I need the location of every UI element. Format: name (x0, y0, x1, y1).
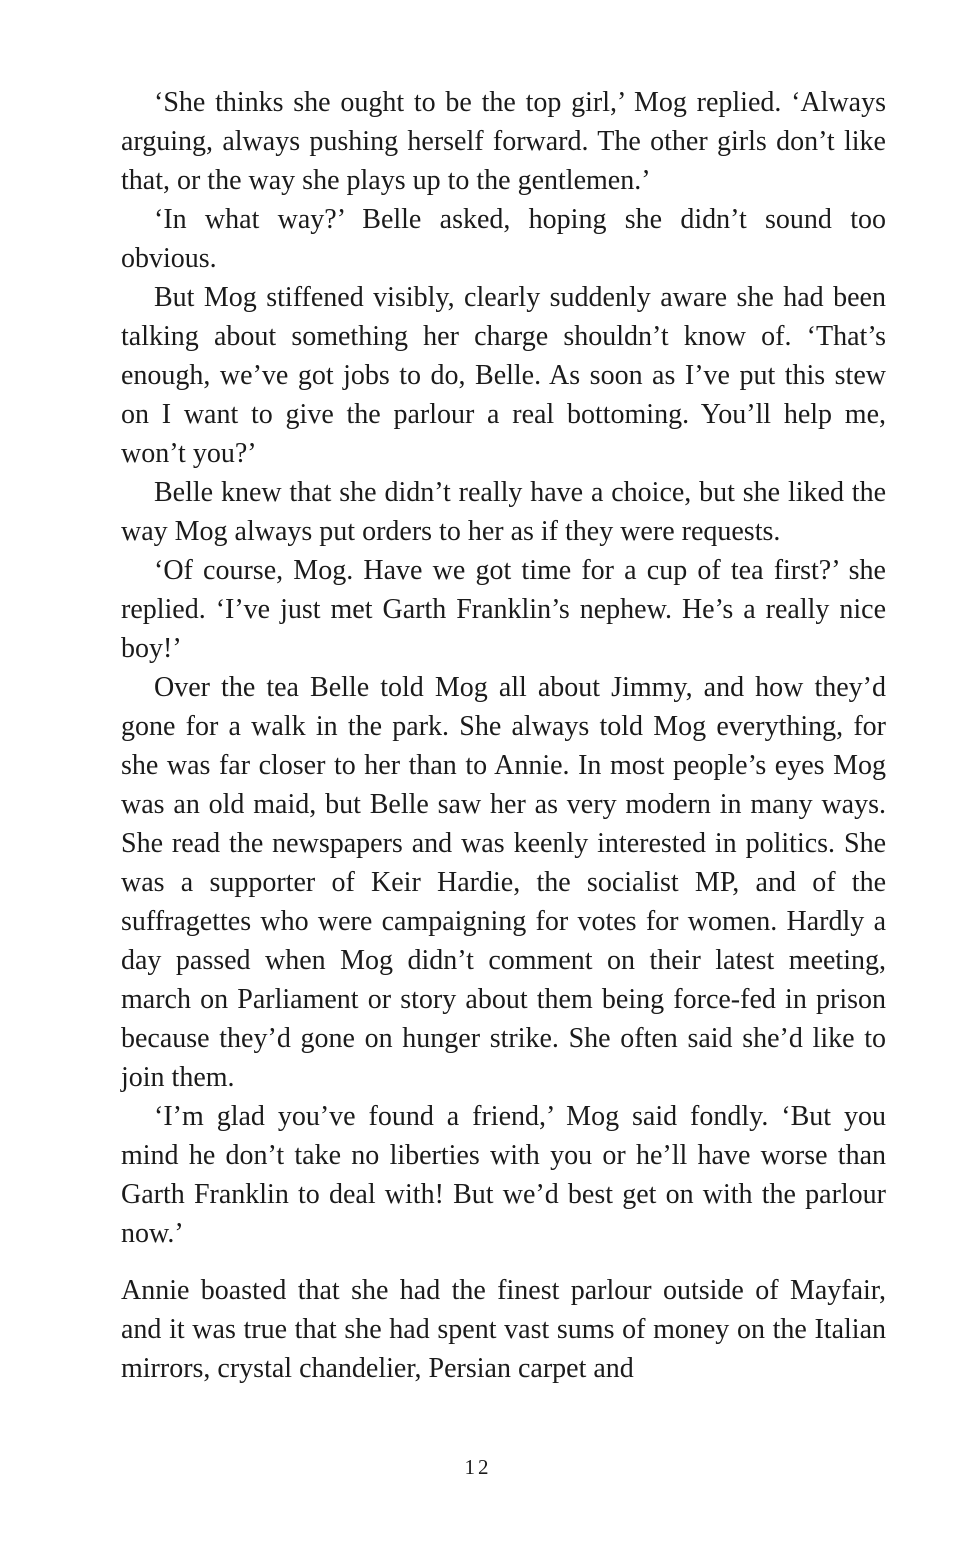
page-number: 12 (464, 1455, 492, 1479)
paragraph: Belle knew that she didn’t really have a choice, but she liked the way Mog always put orders to her as if they were requests. (121, 477, 886, 547)
paragraph: But Mog stiffened visibly, clearly suddenly aware she had been talking about something her charge shouldn’t know of. ‘That’s enough, we’ve got jobs to do, Belle. As soon as I’ve put this stew on I want to give the parlour a real bottoming. You’ll help me, won’t you?’ (121, 282, 886, 469)
paragraph: ‘Of course, Mog. Have we got time for a cup of tea first?’ she replied. ‘I’ve just met Garth Franklin’s nephew. He’s a really nice boy!’ (121, 555, 886, 664)
section-opening-paragraph: Annie boasted that she had the finest parlour outside of Mayfair, and it was true that she had spent vast sums of money on the Italian mirrors, crystal chandelier, Persian carpet and (121, 1275, 886, 1384)
text-section-2 (121, 1271, 886, 1388)
paragraph: ‘She thinks she ought to be the top girl,’ Mog replied. ‘Always arguing, always pushing herself forward. The other girls don’t like that, or the way she plays up to the gentlemen.’ (121, 87, 886, 196)
paragraph: ‘In what way?’ Belle asked, hoping she didn’t sound too obvious. (121, 204, 886, 274)
paragraph: Over the tea Belle told Mog all about Jimmy, and how they’d gone for a walk in the park. She always told Mog everything, for she was far closer to her than to Annie. In most people’s eyes Mog was an old maid, but Belle saw her as very modern in many ways. She read the newspapers and was keenly interested in politics. She was a supporter of Keir Hardie, the socialist MP, and of the suffragettes who were campaigning for votes for women. Hardly a day passed when Mog didn’t comment on their latest meeting, march on Parliament or story about them being force-fed in prison because they’d gone on hunger strike. She often said she’d like to join them. (121, 672, 886, 1093)
paragraph: ‘I’m glad you’ve found a friend,’ Mog said fondly. ‘But you mind he don’t take no liberties with you or he’ll have worse than Garth Franklin to deal with! But we’d best get on with the parlour now.’ (121, 1101, 886, 1249)
text-section-1 (121, 83, 886, 1253)
